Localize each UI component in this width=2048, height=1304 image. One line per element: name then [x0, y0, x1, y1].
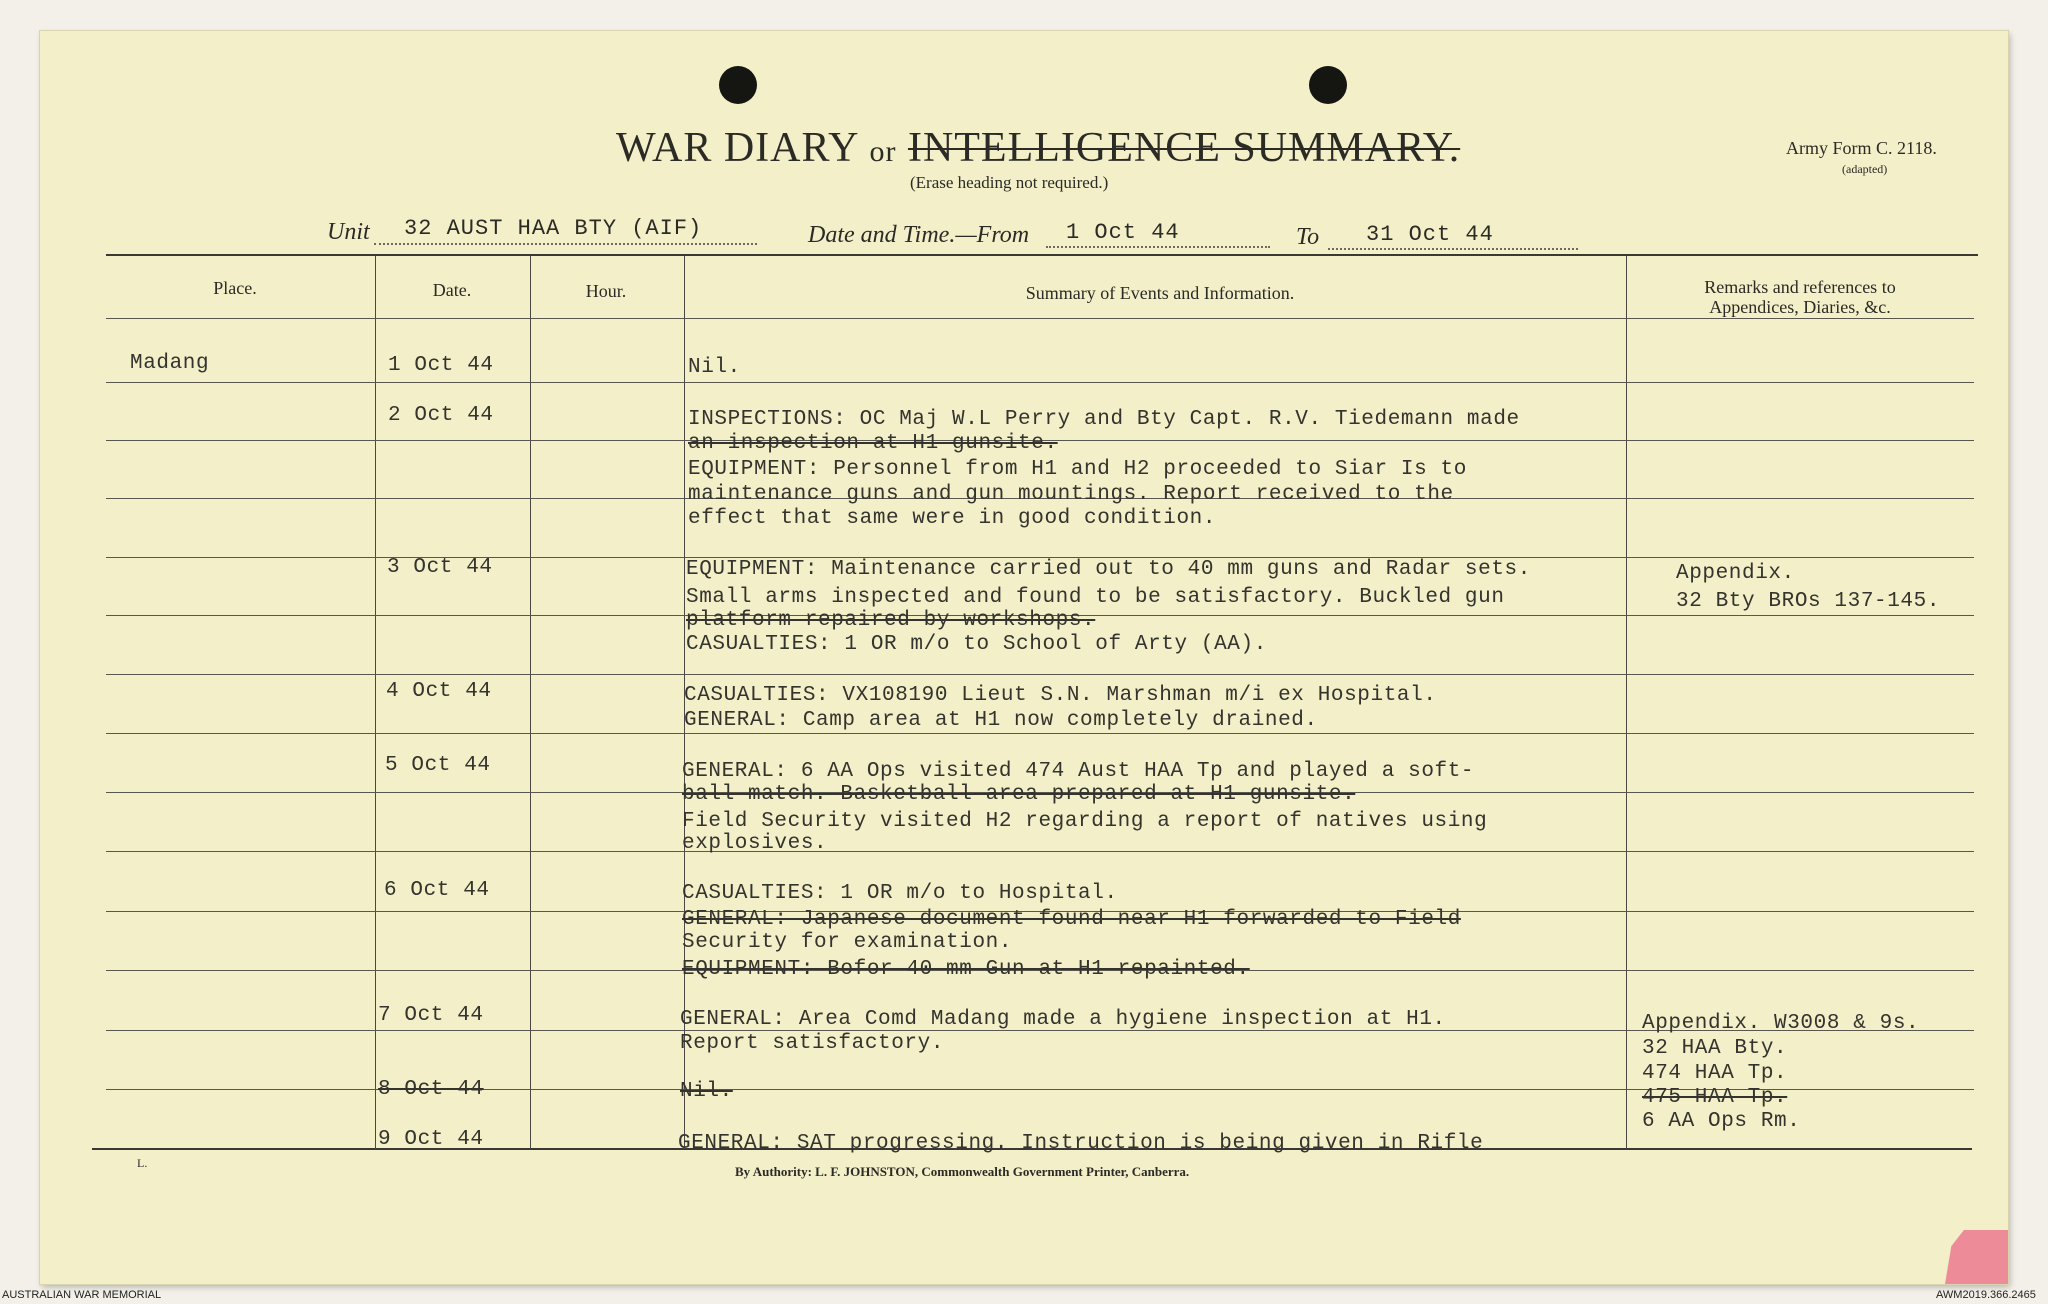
- date-9-oct: 9 Oct 44: [378, 1128, 484, 1151]
- row-rule: [106, 733, 1974, 734]
- summary-5-oct-line-3: Field Security visited H2 regarding a report of natives using: [682, 810, 1488, 833]
- punch-hole-left: [719, 66, 757, 104]
- from-value: 1 Oct 44: [1066, 220, 1180, 245]
- date-3-oct: 3 Oct 44: [387, 556, 493, 579]
- summary-6-oct-line-4: EQUIPMENT: Bofor 40 mm Gun at H1 repainted.: [682, 958, 1250, 981]
- date-5-oct: 5 Oct 44: [385, 754, 491, 777]
- summary-5-oct-line-2: ball match. Basketball area prepared at H1 gunsite.: [682, 783, 1356, 806]
- archive-caption-left: AUSTRALIAN WAR MEMORIAL: [2, 1289, 162, 1301]
- remarks-7-oct-line-1: Appendix. W3008 & 9s.: [1642, 1012, 1920, 1035]
- from-dotted-line: [1046, 246, 1270, 248]
- table-top-rule: [106, 254, 1978, 256]
- remarks-3-oct-line-1: Appendix.: [1676, 562, 1795, 585]
- summary-5-oct-line-1: GENERAL: 6 AA Ops visited 474 Aust HAA Tp and played a soft-: [682, 760, 1475, 783]
- unit-label: Unit: [327, 219, 370, 245]
- summary-7-oct-line-1: GENERAL: Area Comd Madang made a hygiene inspection at H1.: [680, 1008, 1446, 1031]
- date-4-oct: 4 Oct 44: [386, 680, 492, 703]
- summary-2-oct-line-4: maintenance guns and gun mountings. Report received to the: [688, 483, 1454, 506]
- summary-3-oct-line-1: EQUIPMENT: Maintenance carried out to 40 mm guns and Radar sets.: [686, 558, 1531, 581]
- remarks-7-oct-line-3: 474 HAA Tp.: [1642, 1062, 1788, 1085]
- remarks-3-oct-line-2: 32 Bty BROs 137-145.: [1676, 590, 1941, 613]
- row-rule: [106, 382, 1974, 383]
- to-dotted-line: [1328, 248, 1578, 250]
- summary-1-oct: Nil.: [688, 356, 741, 379]
- summary-4-oct-line-1: CASUALTIES: VX108190 Lieut S.N. Marshman m/i ex Hospital.: [684, 684, 1437, 707]
- to-label: To: [1296, 224, 1320, 250]
- summary-3-oct-line-4: CASUALTIES: 1 OR m/o to School of Arty (AA).: [686, 633, 1267, 656]
- form-mark: L.: [137, 1156, 148, 1170]
- to-value: 31 Oct 44: [1366, 222, 1494, 247]
- column-header-remarks: [1650, 277, 1950, 317]
- date-8-oct: 8 Oct 44: [378, 1078, 484, 1101]
- summary-8-oct: Nil.: [680, 1080, 733, 1103]
- column-divider-summary-remarks: [1626, 256, 1627, 1149]
- date-1-oct: 1 Oct 44: [388, 354, 494, 377]
- place-madang: Madang: [130, 352, 210, 375]
- remarks-7-oct-line-4: 475 HAA Tp.: [1642, 1086, 1788, 1109]
- summary-9-oct: GENERAL: SAT progressing. Instruction is being given in Rifle: [678, 1132, 1484, 1155]
- row-rule: [106, 674, 1974, 675]
- army-form-adapted: (adapted): [1842, 162, 1888, 176]
- unit-value: 32 AUST HAA BTY (AIF): [404, 216, 703, 241]
- title-or: or: [869, 135, 897, 168]
- form-title: [616, 124, 1476, 172]
- punch-hole-right: [1309, 66, 1347, 104]
- column-header-place: Place.: [213, 278, 257, 298]
- summary-5-oct-line-4: explosives.: [682, 832, 828, 855]
- remarks-header-line-2: Appendices, Diaries, &c.: [1709, 297, 1891, 317]
- summary-2-oct-line-3: EQUIPMENT: Personnel from H1 and H2 proceeded to Siar Is to: [688, 458, 1467, 481]
- summary-3-oct-line-2: Small arms inspected and found to be satisfactory. Buckled gun: [686, 586, 1505, 609]
- remarks-7-oct-line-2: 32 HAA Bty.: [1642, 1037, 1788, 1060]
- row-rule: [106, 851, 1974, 852]
- summary-6-oct-line-1: CASUALTIES: 1 OR m/o to Hospital.: [682, 882, 1118, 905]
- date-6-oct: 6 Oct 44: [384, 879, 490, 902]
- summary-2-oct-line-2: an inspection at H1 gunsite.: [688, 432, 1058, 455]
- printer-authority: By Authority: L. F. JOHNSTON, Commonwealth Government Printer, Canberra.: [735, 1164, 1190, 1179]
- column-divider-place-date: [375, 256, 376, 1149]
- date-7-oct: 7 Oct 44: [378, 1004, 484, 1027]
- summary-7-oct-line-2: Report satisfactory.: [680, 1032, 945, 1055]
- remarks-header-line-1: Remarks and references to: [1704, 277, 1896, 297]
- summary-3-oct-line-3: platform repaired by workshops.: [686, 609, 1096, 632]
- header-bottom-rule: [106, 318, 1974, 319]
- unit-dotted-line: [374, 243, 757, 245]
- summary-6-oct-line-3: Security for examination.: [682, 931, 1013, 954]
- column-header-hour: Hour.: [585, 281, 627, 301]
- title-war-diary: WAR DIARY: [616, 125, 858, 171]
- remarks-7-oct-line-5: 6 AA Ops Rm.: [1642, 1110, 1801, 1133]
- column-header-summary: Summary of Events and Information.: [1025, 283, 1295, 303]
- column-header-date: Date.: [432, 280, 472, 300]
- erase-note: (Erase heading not required.): [910, 173, 1109, 192]
- date-2-oct: 2 Oct 44: [388, 404, 494, 427]
- date-time-label: Date and Time.—From: [808, 222, 1030, 248]
- summary-6-oct-line-2: GENERAL: Japanese document found near H1 forwarded to Field: [682, 908, 1461, 931]
- summary-4-oct-line-2: GENERAL: Camp area at H1 now completely drained.: [684, 709, 1318, 732]
- archive-caption-right: AWM2019.366.2465: [1936, 1289, 2036, 1301]
- title-struck-intelligence-summary: INTELLIGENCE SUMMARY.: [907, 125, 1461, 171]
- summary-2-oct-line-1: INSPECTIONS: OC Maj W.L Perry and Bty Capt. R.V. Tiedemann made: [688, 408, 1520, 431]
- army-form-number: Army Form C. 2118.: [1786, 138, 1937, 158]
- column-divider-date-hour: [530, 256, 531, 1149]
- summary-2-oct-line-5: effect that same were in good condition.: [688, 507, 1217, 530]
